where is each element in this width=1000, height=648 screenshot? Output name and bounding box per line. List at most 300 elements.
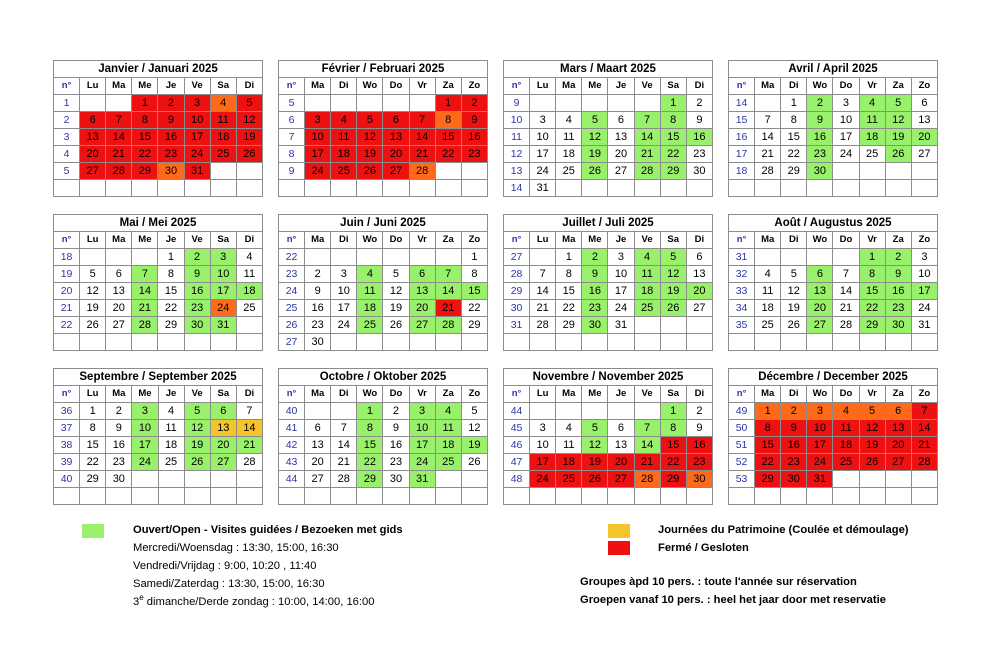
week-number-header: n°: [279, 232, 305, 249]
day-cell: 15: [660, 129, 686, 146]
day-cell: 12: [80, 283, 106, 300]
day-header: Za: [885, 78, 911, 95]
day-header: Za: [435, 232, 461, 249]
day-cell: 17: [530, 146, 556, 163]
week-row: [729, 471, 938, 488]
day-cell: 29: [357, 471, 383, 488]
day-cell: [807, 488, 833, 505]
day-cell: 25: [556, 471, 582, 488]
day-cell: 8: [158, 266, 184, 283]
week-number: 24: [279, 283, 305, 300]
month-table: [503, 214, 713, 351]
day-header: Je: [608, 78, 634, 95]
week-number: 41: [279, 420, 305, 437]
day-cell: [80, 488, 106, 505]
day-cell: [634, 180, 660, 197]
day-header: Me: [582, 78, 608, 95]
week-row: [729, 180, 938, 197]
day-cell: 5: [582, 112, 608, 129]
day-header: Vr: [859, 386, 885, 403]
day-cell: [435, 163, 461, 180]
day-cell: 10: [210, 266, 236, 283]
day-cell: [383, 249, 409, 266]
day-cell: 2: [885, 249, 911, 266]
week-row: [504, 437, 713, 454]
day-cell: [556, 403, 582, 420]
day-cell: 6: [80, 112, 106, 129]
day-cell: 29: [132, 163, 158, 180]
day-cell: [305, 488, 331, 505]
day-header: Vr: [859, 78, 885, 95]
day-cell: 21: [435, 300, 461, 317]
day-cell: 11: [556, 129, 582, 146]
day-cell: [582, 403, 608, 420]
week-number: 44: [504, 403, 530, 420]
week-row: [279, 317, 488, 334]
week-number: [729, 334, 755, 351]
day-cell: [911, 180, 937, 197]
day-cell: 19: [582, 146, 608, 163]
day-cell: 19: [236, 129, 262, 146]
week-number-header: n°: [729, 232, 755, 249]
day-cell: 15: [660, 437, 686, 454]
day-cell: 3: [530, 420, 556, 437]
day-cell: 11: [357, 283, 383, 300]
day-cell: 13: [608, 129, 634, 146]
day-cell: 27: [409, 317, 435, 334]
day-cell: 6: [383, 112, 409, 129]
day-cell: [530, 403, 556, 420]
day-cell: 3: [184, 95, 210, 112]
day-cell: 21: [530, 300, 556, 317]
day-cell: [184, 334, 210, 351]
day-cell: 18: [331, 146, 357, 163]
day-cell: [530, 249, 556, 266]
day-cell: 13: [885, 420, 911, 437]
day-cell: 31: [807, 471, 833, 488]
week-number: 40: [279, 403, 305, 420]
day-cell: 3: [305, 112, 331, 129]
week-number: 4: [54, 146, 80, 163]
day-cell: 21: [409, 146, 435, 163]
week-number: 23: [279, 266, 305, 283]
day-cell: [833, 334, 859, 351]
week-number: [729, 180, 755, 197]
day-cell: 3: [911, 249, 937, 266]
day-cell: [755, 249, 781, 266]
day-cell: 27: [885, 454, 911, 471]
day-cell: 17: [911, 283, 937, 300]
day-cell: 28: [106, 163, 132, 180]
day-cell: 23: [158, 146, 184, 163]
day-header: Vr: [409, 78, 435, 95]
week-number: 9: [279, 163, 305, 180]
day-cell: 26: [582, 163, 608, 180]
week-row: [279, 95, 488, 112]
day-cell: [608, 95, 634, 112]
day-cell: 30: [383, 471, 409, 488]
day-cell: [357, 488, 383, 505]
day-cell: [80, 249, 106, 266]
week-row: [729, 420, 938, 437]
day-cell: 8: [660, 420, 686, 437]
day-header: Do: [383, 78, 409, 95]
week-row: [54, 454, 263, 471]
day-cell: 7: [755, 112, 781, 129]
week-row: [279, 283, 488, 300]
day-header: Ma: [556, 386, 582, 403]
day-cell: 1: [660, 403, 686, 420]
day-cell: 7: [106, 112, 132, 129]
week-number: 18: [729, 163, 755, 180]
day-cell: [357, 249, 383, 266]
week-row: [504, 249, 713, 266]
week-row: [54, 403, 263, 420]
day-cell: 23: [885, 300, 911, 317]
day-header: Lu: [80, 232, 106, 249]
day-cell: 7: [132, 266, 158, 283]
day-header: Me: [132, 232, 158, 249]
day-cell: 10: [833, 112, 859, 129]
day-cell: [435, 334, 461, 351]
day-header: Lu: [80, 386, 106, 403]
day-cell: 21: [634, 146, 660, 163]
day-cell: [781, 180, 807, 197]
day-header: Di: [686, 386, 712, 403]
day-cell: 28: [331, 471, 357, 488]
day-header: Zo: [461, 232, 487, 249]
day-header: Di: [331, 386, 357, 403]
day-cell: 5: [660, 249, 686, 266]
week-row: [279, 146, 488, 163]
week-number: 34: [729, 300, 755, 317]
day-cell: 29: [859, 317, 885, 334]
day-cell: 22: [158, 300, 184, 317]
day-cell: 5: [582, 420, 608, 437]
day-cell: [660, 334, 686, 351]
day-cell: 10: [409, 420, 435, 437]
day-cell: 22: [357, 454, 383, 471]
month-title: Décembre / December 2025: [729, 369, 938, 386]
week-number: 6: [279, 112, 305, 129]
day-cell: 27: [608, 471, 634, 488]
day-cell: 24: [305, 163, 331, 180]
day-cell: [582, 334, 608, 351]
day-cell: 5: [461, 403, 487, 420]
day-cell: 2: [184, 249, 210, 266]
day-cell: 30: [106, 471, 132, 488]
day-cell: 15: [357, 437, 383, 454]
month-table: [728, 214, 938, 351]
day-header: Vr: [409, 386, 435, 403]
day-cell: 17: [608, 283, 634, 300]
day-cell: 15: [435, 129, 461, 146]
day-cell: 1: [755, 403, 781, 420]
day-cell: [634, 334, 660, 351]
week-number: 36: [54, 403, 80, 420]
week-row: [504, 454, 713, 471]
day-header: Ve: [634, 386, 660, 403]
day-cell: 18: [833, 437, 859, 454]
day-cell: 14: [530, 283, 556, 300]
week-number: 13: [504, 163, 530, 180]
day-cell: 23: [305, 317, 331, 334]
day-cell: 1: [80, 403, 106, 420]
day-cell: 12: [582, 437, 608, 454]
day-cell: 6: [911, 95, 937, 112]
day-cell: 8: [755, 420, 781, 437]
week-number: [54, 334, 80, 351]
week-row: [729, 112, 938, 129]
day-cell: 27: [383, 163, 409, 180]
day-cell: 16: [305, 300, 331, 317]
week-number: 49: [729, 403, 755, 420]
day-cell: 20: [911, 129, 937, 146]
day-cell: [461, 180, 487, 197]
day-cell: 13: [210, 420, 236, 437]
day-cell: 9: [686, 420, 712, 437]
day-header: Ma: [106, 78, 132, 95]
week-number: 8: [279, 146, 305, 163]
day-cell: [106, 95, 132, 112]
day-cell: 31: [911, 317, 937, 334]
day-cell: 25: [158, 454, 184, 471]
week-row: [54, 129, 263, 146]
day-cell: 14: [409, 129, 435, 146]
day-cell: 31: [210, 317, 236, 334]
day-cell: [885, 334, 911, 351]
day-cell: 29: [158, 317, 184, 334]
week-number: 48: [504, 471, 530, 488]
day-cell: 30: [158, 163, 184, 180]
day-cell: 26: [859, 454, 885, 471]
day-cell: 20: [409, 300, 435, 317]
day-cell: 22: [755, 454, 781, 471]
day-cell: [530, 488, 556, 505]
day-cell: 4: [236, 249, 262, 266]
month-table: [53, 214, 263, 351]
week-row: [54, 95, 263, 112]
day-cell: 26: [184, 454, 210, 471]
day-cell: 2: [305, 266, 331, 283]
week-number: [504, 488, 530, 505]
day-cell: [80, 95, 106, 112]
week-number: 1: [54, 95, 80, 112]
day-cell: 12: [582, 129, 608, 146]
day-cell: 6: [686, 249, 712, 266]
day-cell: 17: [807, 437, 833, 454]
day-cell: [833, 249, 859, 266]
day-cell: 29: [80, 471, 106, 488]
day-cell: 15: [859, 283, 885, 300]
day-cell: 27: [686, 300, 712, 317]
day-cell: 9: [106, 420, 132, 437]
day-cell: [331, 403, 357, 420]
day-cell: [911, 334, 937, 351]
week-row: [504, 283, 713, 300]
day-cell: 1: [556, 249, 582, 266]
week-number: 40: [54, 471, 80, 488]
week-number: 26: [279, 317, 305, 334]
day-cell: 14: [634, 437, 660, 454]
legend-wednesday: Mercredi/Woensdag : 13:30, 15:00, 16:30: [133, 542, 339, 554]
day-cell: [236, 488, 262, 505]
closed-swatch: [608, 541, 630, 555]
day-cell: [556, 180, 582, 197]
day-cell: 11: [755, 283, 781, 300]
week-number-header: n°: [54, 232, 80, 249]
day-cell: 26: [80, 317, 106, 334]
week-number: 39: [54, 454, 80, 471]
day-cell: 19: [582, 454, 608, 471]
day-header: Di: [236, 78, 262, 95]
day-cell: 27: [608, 163, 634, 180]
week-number: 19: [54, 266, 80, 283]
day-header: Ma: [305, 386, 331, 403]
day-cell: 15: [556, 283, 582, 300]
week-number: 25: [279, 300, 305, 317]
day-cell: [530, 95, 556, 112]
week-row: [54, 266, 263, 283]
day-cell: 31: [608, 317, 634, 334]
day-cell: 21: [106, 146, 132, 163]
day-cell: 27: [210, 454, 236, 471]
day-cell: [331, 334, 357, 351]
day-cell: 14: [106, 129, 132, 146]
day-cell: 14: [236, 420, 262, 437]
day-cell: [132, 249, 158, 266]
week-row: [504, 317, 713, 334]
week-row: [54, 420, 263, 437]
week-row: [729, 95, 938, 112]
day-header: Ma: [556, 78, 582, 95]
day-cell: 8: [80, 420, 106, 437]
week-row: [279, 403, 488, 420]
week-number: 2: [54, 112, 80, 129]
day-cell: 6: [106, 266, 132, 283]
legend-closed: Fermé / Gesloten: [658, 542, 749, 554]
day-cell: 31: [409, 471, 435, 488]
day-cell: 15: [781, 129, 807, 146]
day-cell: 5: [383, 266, 409, 283]
week-number: [729, 488, 755, 505]
day-cell: 16: [158, 129, 184, 146]
day-cell: [686, 317, 712, 334]
week-number: 22: [279, 249, 305, 266]
day-cell: [608, 403, 634, 420]
day-cell: 6: [807, 266, 833, 283]
week-number: 30: [504, 300, 530, 317]
day-cell: 19: [383, 300, 409, 317]
day-cell: [331, 488, 357, 505]
day-cell: 18: [556, 454, 582, 471]
week-number: 51: [729, 437, 755, 454]
day-cell: [807, 249, 833, 266]
day-cell: 13: [383, 129, 409, 146]
day-header: Wo: [807, 232, 833, 249]
day-cell: 31: [184, 163, 210, 180]
day-cell: 6: [608, 420, 634, 437]
day-cell: 9: [158, 112, 184, 129]
day-cell: 4: [556, 420, 582, 437]
day-cell: 18: [357, 300, 383, 317]
day-cell: [859, 163, 885, 180]
day-cell: 6: [305, 420, 331, 437]
day-cell: 7: [530, 266, 556, 283]
day-cell: 30: [305, 334, 331, 351]
day-cell: 13: [911, 112, 937, 129]
day-header: Ma: [106, 386, 132, 403]
week-row: [54, 163, 263, 180]
day-cell: [781, 334, 807, 351]
day-cell: 25: [435, 454, 461, 471]
day-cell: 21: [911, 437, 937, 454]
day-header: Di: [331, 232, 357, 249]
week-row: [504, 420, 713, 437]
day-cell: 19: [660, 283, 686, 300]
legend-groups-nl: Groepen vanaf 10 pers. : heel het jaar door met reservatie: [580, 594, 886, 606]
week-row: [279, 266, 488, 283]
day-cell: 31: [530, 180, 556, 197]
day-cell: 13: [305, 437, 331, 454]
day-cell: 15: [80, 437, 106, 454]
day-header: Ve: [184, 78, 210, 95]
day-cell: 14: [911, 420, 937, 437]
week-row: [504, 95, 713, 112]
day-cell: 24: [184, 146, 210, 163]
week-row: [729, 334, 938, 351]
day-cell: 20: [807, 300, 833, 317]
week-number: 10: [504, 112, 530, 129]
week-number: 3: [54, 129, 80, 146]
day-cell: [833, 180, 859, 197]
day-cell: 28: [435, 317, 461, 334]
day-cell: 11: [634, 266, 660, 283]
day-cell: 23: [106, 454, 132, 471]
day-cell: [236, 334, 262, 351]
day-cell: 21: [331, 454, 357, 471]
day-cell: 16: [807, 129, 833, 146]
day-cell: 18: [859, 129, 885, 146]
week-number: 21: [54, 300, 80, 317]
legend-sunday: [133, 593, 375, 608]
day-cell: 14: [833, 283, 859, 300]
day-cell: [210, 488, 236, 505]
day-cell: 22: [80, 454, 106, 471]
day-cell: 9: [184, 266, 210, 283]
week-number-header: n°: [729, 78, 755, 95]
day-cell: 24: [833, 146, 859, 163]
day-cell: [409, 95, 435, 112]
day-cell: [132, 334, 158, 351]
day-cell: 7: [634, 420, 660, 437]
day-cell: [409, 180, 435, 197]
day-cell: 21: [132, 300, 158, 317]
day-cell: [608, 334, 634, 351]
legend-sunday-suffix: e: [139, 593, 144, 602]
day-cell: 5: [859, 403, 885, 420]
day-cell: 20: [80, 146, 106, 163]
day-cell: 25: [331, 163, 357, 180]
day-cell: [755, 334, 781, 351]
day-cell: [236, 317, 262, 334]
day-cell: 20: [885, 437, 911, 454]
week-number: [504, 334, 530, 351]
week-number: 28: [504, 266, 530, 283]
day-cell: [859, 471, 885, 488]
day-header: Me: [132, 78, 158, 95]
week-row: [504, 403, 713, 420]
